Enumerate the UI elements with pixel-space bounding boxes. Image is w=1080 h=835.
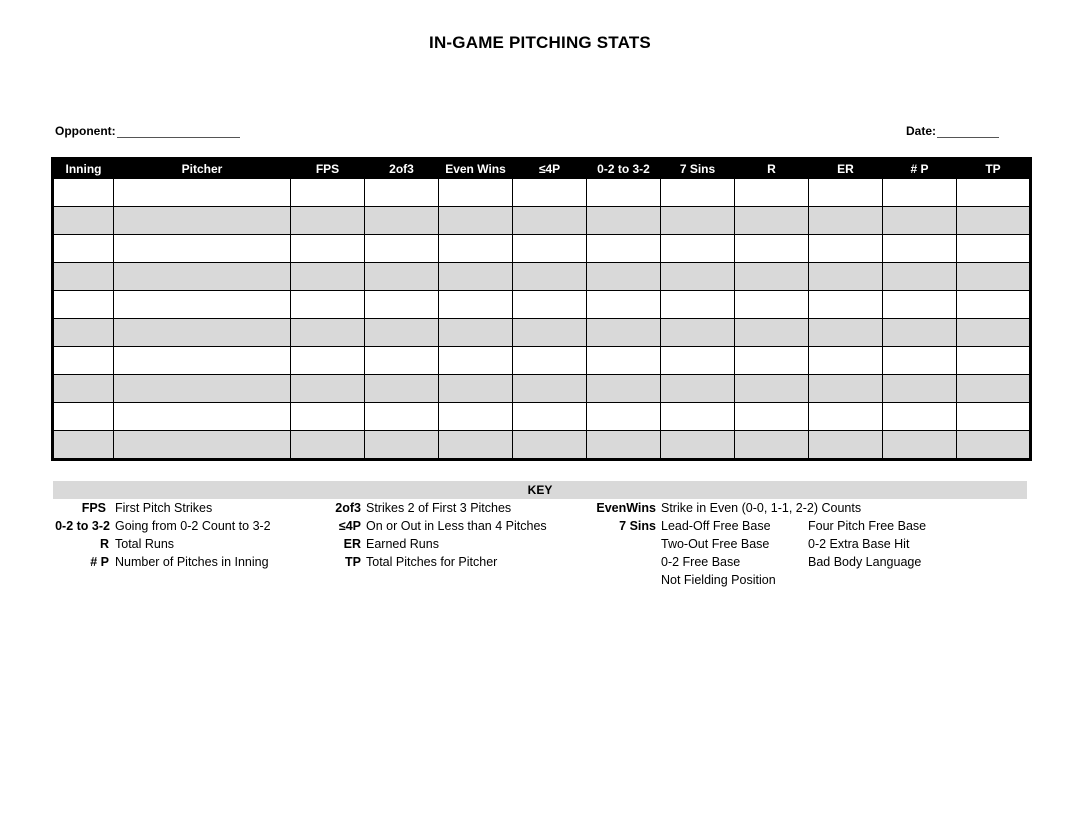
cell-pitcher[interactable]: [114, 403, 291, 431]
cell-inning[interactable]: [53, 403, 114, 431]
cell-er[interactable]: [809, 235, 883, 263]
header-tp: TP: [957, 159, 1031, 179]
cell-2of3[interactable]: [365, 347, 439, 375]
date-label: Date:: [906, 124, 937, 138]
key-desc-sin-0-2-free-base: 0-2 Free Base: [661, 555, 741, 569]
cell-inning[interactable]: [53, 431, 114, 460]
cell-7-sins[interactable]: [661, 431, 735, 460]
key-abbr-7-sins: 7 Sins: [619, 519, 656, 533]
key-desc-fps: First Pitch Strikes: [115, 501, 213, 515]
cell-inning[interactable]: [53, 179, 114, 207]
cell-num-pitches[interactable]: [883, 235, 957, 263]
cell-inning[interactable]: [53, 263, 114, 291]
cell-2of3[interactable]: [365, 403, 439, 431]
cell-even-wins[interactable]: [439, 207, 513, 235]
cell-le4p[interactable]: [513, 347, 587, 375]
cell-num-pitches[interactable]: [883, 263, 957, 291]
cell-tp[interactable]: [957, 375, 1031, 403]
cell-2of3[interactable]: [365, 263, 439, 291]
cell-fps[interactable]: [291, 235, 365, 263]
cell-2of3[interactable]: [365, 431, 439, 460]
cell-er[interactable]: [809, 207, 883, 235]
key-desc-sin-bad-body: Bad Body Language: [808, 555, 922, 569]
cell-0-2-to-3-2[interactable]: [587, 431, 661, 460]
cell-er[interactable]: [809, 291, 883, 319]
cell-even-wins[interactable]: [439, 235, 513, 263]
opponent-label: Opponent:: [55, 124, 116, 138]
cell-er[interactable]: [809, 403, 883, 431]
cell-r[interactable]: [735, 403, 809, 431]
cell-even-wins[interactable]: [439, 431, 513, 460]
header-er: ER: [809, 159, 883, 179]
header-num-pitches: # P: [883, 159, 957, 179]
key-desc-tp: Total Pitches for Pitcher: [366, 555, 498, 569]
key-desc-even-wins: Strike in Even (0-0, 1-1, 2-2) Counts: [661, 501, 862, 515]
cell-er[interactable]: [809, 347, 883, 375]
key-abbr-num-pitches: # P: [90, 555, 109, 569]
header-fps: FPS: [291, 159, 365, 179]
cell-0-2-to-3-2[interactable]: [587, 207, 661, 235]
date-blank-line[interactable]: [937, 126, 999, 138]
key-desc-r: Total Runs: [115, 537, 175, 551]
cell-7-sins[interactable]: [661, 347, 735, 375]
cell-tp[interactable]: [957, 291, 1031, 319]
cell-7-sins[interactable]: [661, 263, 735, 291]
key-desc-sin-lead-off: Lead-Off Free Base: [661, 519, 771, 533]
cell-pitcher[interactable]: [114, 431, 291, 460]
key-desc-num-pitches: Number of Pitches in Inning: [115, 555, 269, 569]
cell-le4p[interactable]: [513, 179, 587, 207]
key-desc-sin-four-pitch: Four Pitch Free Base: [808, 519, 927, 533]
cell-pitcher[interactable]: [114, 263, 291, 291]
key-desc-sin-two-out: Two-Out Free Base: [661, 537, 770, 551]
cell-inning[interactable]: [53, 235, 114, 263]
cell-inning[interactable]: [53, 291, 114, 319]
cell-7-sins[interactable]: [661, 319, 735, 347]
key-abbr-2of3: 2of3: [335, 501, 361, 515]
cell-0-2-to-3-2[interactable]: [587, 263, 661, 291]
cell-r[interactable]: [735, 263, 809, 291]
table-body: [53, 179, 1031, 460]
cell-tp[interactable]: [957, 263, 1031, 291]
cell-pitcher[interactable]: [114, 319, 291, 347]
cell-0-2-to-3-2[interactable]: [587, 291, 661, 319]
key-desc-er: Earned Runs: [366, 537, 439, 551]
page-title: IN-GAME PITCHING STATS: [429, 33, 651, 52]
header-r: R: [735, 159, 809, 179]
table-row: [53, 291, 1031, 319]
key-abbr-le4p: ≤4P: [338, 519, 361, 533]
cell-tp[interactable]: [957, 403, 1031, 431]
cell-num-pitches[interactable]: [883, 319, 957, 347]
header-2of3: 2of3: [365, 159, 439, 179]
cell-even-wins[interactable]: [439, 375, 513, 403]
cell-0-2-to-3-2[interactable]: [587, 319, 661, 347]
cell-2of3[interactable]: [365, 235, 439, 263]
opponent-blank-line[interactable]: [117, 126, 240, 138]
key-header: KEY: [53, 481, 1027, 499]
header-inning: Inning: [53, 159, 114, 179]
cell-fps[interactable]: [291, 431, 365, 460]
cell-r[interactable]: [735, 235, 809, 263]
table-row: [53, 403, 1031, 431]
key-desc-0-2-to-3-2: Going from 0-2 Count to 3-2: [115, 519, 271, 533]
table-header-row: [53, 159, 1031, 179]
cell-er[interactable]: [809, 179, 883, 207]
cell-0-2-to-3-2[interactable]: [587, 235, 661, 263]
cell-even-wins[interactable]: [439, 403, 513, 431]
cell-le4p[interactable]: [513, 235, 587, 263]
key-abbr-fps: FPS: [81, 501, 106, 515]
pitching-stats-table: [51, 157, 1032, 461]
key-desc-2of3: Strikes 2 of First 3 Pitches: [366, 501, 512, 515]
header-7-sins: 7 Sins: [661, 159, 735, 179]
cell-inning[interactable]: [53, 347, 114, 375]
cell-tp[interactable]: [957, 207, 1031, 235]
cell-fps[interactable]: [291, 375, 365, 403]
cell-er[interactable]: [809, 375, 883, 403]
header-even-wins: Even Wins: [439, 159, 513, 179]
cell-pitcher[interactable]: [114, 179, 291, 207]
cell-er[interactable]: [809, 263, 883, 291]
cell-0-2-to-3-2[interactable]: [587, 347, 661, 375]
table-row: [53, 179, 1031, 207]
cell-le4p[interactable]: [513, 403, 587, 431]
cell-0-2-to-3-2[interactable]: [587, 179, 661, 207]
cell-tp[interactable]: [957, 235, 1031, 263]
cell-2of3[interactable]: [365, 179, 439, 207]
cell-tp[interactable]: [957, 179, 1031, 207]
cell-pitcher[interactable]: [114, 375, 291, 403]
cell-le4p[interactable]: [513, 319, 587, 347]
cell-er[interactable]: [809, 319, 883, 347]
cell-fps[interactable]: [291, 319, 365, 347]
cell-tp[interactable]: [957, 431, 1031, 460]
cell-num-pitches[interactable]: [883, 403, 957, 431]
cell-tp[interactable]: [957, 319, 1031, 347]
cell-pitcher[interactable]: [114, 347, 291, 375]
cell-num-pitches[interactable]: [883, 207, 957, 235]
header-0-2-to-3-2: 0-2 to 3-2: [587, 159, 661, 179]
cell-fps[interactable]: [291, 291, 365, 319]
cell-num-pitches[interactable]: [883, 375, 957, 403]
cell-even-wins[interactable]: [439, 347, 513, 375]
header-le4p: ≤4P: [513, 159, 587, 179]
cell-le4p[interactable]: [513, 207, 587, 235]
cell-r[interactable]: [735, 375, 809, 403]
cell-fps[interactable]: [291, 179, 365, 207]
cell-num-pitches[interactable]: [883, 347, 957, 375]
cell-fps[interactable]: [291, 263, 365, 291]
cell-er[interactable]: [809, 431, 883, 460]
cell-fps[interactable]: [291, 207, 365, 235]
cell-0-2-to-3-2[interactable]: [587, 403, 661, 431]
cell-7-sins[interactable]: [661, 207, 735, 235]
cell-pitcher[interactable]: [114, 207, 291, 235]
cell-inning[interactable]: [53, 319, 114, 347]
key-abbr-r: R: [99, 537, 109, 551]
cell-num-pitches[interactable]: [883, 431, 957, 460]
cell-fps[interactable]: [291, 403, 365, 431]
opponent-field[interactable]: [55, 124, 240, 138]
cell-2of3[interactable]: [365, 291, 439, 319]
cell-pitcher[interactable]: [114, 235, 291, 263]
cell-r[interactable]: [735, 291, 809, 319]
header-pitcher: Pitcher: [114, 159, 291, 179]
table-row: [53, 263, 1031, 291]
table-row: [53, 375, 1031, 403]
cell-le4p[interactable]: [513, 431, 587, 460]
cell-7-sins[interactable]: [661, 403, 735, 431]
table-row: [53, 319, 1031, 347]
cell-7-sins[interactable]: [661, 179, 735, 207]
date-field[interactable]: [906, 124, 999, 138]
key-abbr-even-wins: EvenWins: [596, 501, 656, 515]
cell-r[interactable]: [735, 431, 809, 460]
key-desc-sin-not-fielding: Not Fielding Position: [661, 573, 776, 587]
cell-even-wins[interactable]: [439, 263, 513, 291]
table-row: [53, 431, 1031, 460]
key-abbr-0-2-to-3-2: 0-2 to 3-2: [55, 519, 110, 533]
cell-num-pitches[interactable]: [883, 291, 957, 319]
cell-r[interactable]: [735, 347, 809, 375]
cell-r[interactable]: [735, 179, 809, 207]
cell-tp[interactable]: [957, 347, 1031, 375]
cell-le4p[interactable]: [513, 263, 587, 291]
cell-2of3[interactable]: [365, 375, 439, 403]
cell-r[interactable]: [735, 207, 809, 235]
cell-even-wins[interactable]: [439, 179, 513, 207]
cell-fps[interactable]: [291, 347, 365, 375]
cell-r[interactable]: [735, 319, 809, 347]
cell-7-sins[interactable]: [661, 291, 735, 319]
table-row: [53, 347, 1031, 375]
cell-0-2-to-3-2[interactable]: [587, 375, 661, 403]
cell-inning[interactable]: [53, 375, 114, 403]
cell-inning[interactable]: [53, 207, 114, 235]
table-row: [53, 207, 1031, 235]
key-desc-le4p: On or Out in Less than 4 Pitches: [366, 519, 547, 533]
cell-even-wins[interactable]: [439, 291, 513, 319]
key-desc-sin-0-2-extra-base: 0-2 Extra Base Hit: [808, 537, 910, 551]
cell-le4p[interactable]: [513, 375, 587, 403]
table-row: [53, 235, 1031, 263]
key-abbr-er: ER: [343, 537, 361, 551]
cell-num-pitches[interactable]: [883, 179, 957, 207]
cell-le4p[interactable]: [513, 291, 587, 319]
key-abbr-tp: TP: [345, 555, 361, 569]
cell-2of3[interactable]: [365, 319, 439, 347]
cell-2of3[interactable]: [365, 207, 439, 235]
cell-7-sins[interactable]: [661, 375, 735, 403]
cell-pitcher[interactable]: [114, 291, 291, 319]
cell-7-sins[interactable]: [661, 235, 735, 263]
cell-even-wins[interactable]: [439, 319, 513, 347]
